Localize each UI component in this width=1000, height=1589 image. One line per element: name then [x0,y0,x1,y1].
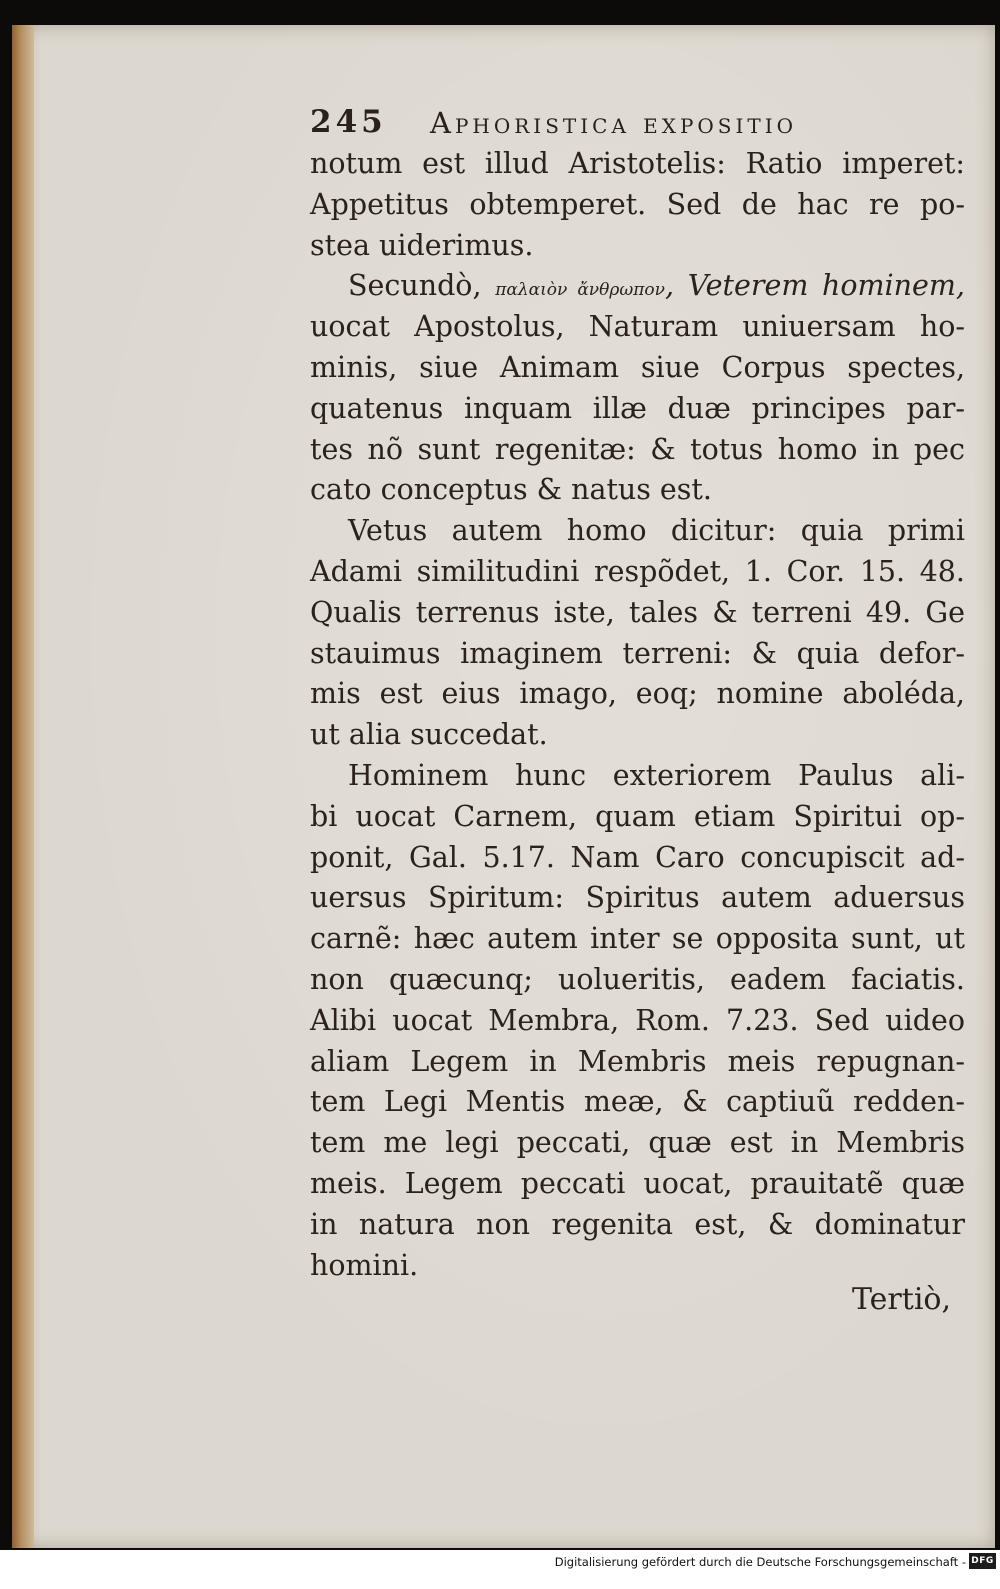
catchword: Tertiò, [852,1282,952,1317]
latin-italic-phrase: , Veterem hominem, [664,269,965,303]
text-line: Adami similitudini respõdet, 1. Cor. 15. 48. [310,554,965,588]
greek-phrase: παλαιὸν ἄνθρωπον [495,280,665,301]
text-line: Vetus autem homo dicitur: quia primi [348,514,965,548]
text-line: non quæcunq; uolueritis, eadem faciatis. [310,962,965,996]
text-line: Qualis terrenus iste, tales & terreni 49. Ge [310,595,965,629]
text-line: bi uocat Carnem, quam etiam Spiritui op- [310,799,965,833]
text-line: quatenus inquam illæ duæ principes par- [310,391,965,425]
text-line: minis, siue Animam siue Corpus spectes, [310,350,965,384]
page-header [310,104,900,144]
secundo-word: Secundò, [348,269,496,303]
text-line: carnẽ: hæc autem inter se opposita sunt, ut [310,922,965,956]
binding-edge [12,25,34,1548]
page-number: 245 [310,104,387,140]
text-line: ut alia succedat. [310,718,548,752]
text-line: uocat Apostolus, Naturam uniuersam ho- [310,310,965,344]
body-text [310,144,965,1286]
text-line: tem Legi Mentis meæ, & captiuũ redden- [310,1085,965,1119]
text-line: stauimus imaginem terreni: & quia defor- [310,636,965,670]
text-line: tes nõ sunt regenitæ: & totus homo in pec [310,432,965,466]
text-line: mis est eius imago, eoq; nomine aboléda, [310,677,965,711]
text-line: meis. Legem peccati uocat, prauitatẽ quæ [310,1166,965,1200]
text-line: notum est illud Aristotelis: Ratio imperet: [310,147,965,180]
running-title: Aphoristica expositio [430,106,798,140]
text-line: aliam Legem in Membris meis repugnan- [310,1044,965,1078]
text-line: cato conceptus & natus est. [310,473,712,507]
text-line: in natura non regenita est, & dominatur [310,1207,965,1241]
dfg-logo-icon: DFG [969,1553,996,1569]
text-line: stea uiderimus. [310,228,534,262]
text-line: Alibi uocat Membra, Rom. 7.23. Sed uideo [310,1003,965,1037]
text-line: uersus Spiritum: Spiritus autem aduersus [310,881,965,915]
text-line: Appetitus obtemperet. Sed de hac re po- [310,187,965,221]
text-line: Hominem hunc exteriorem Paulus ali- [348,758,965,792]
text-line: tem me legi peccati, quæ est in Membris [310,1126,965,1160]
text-line: ponit, Gal. 5.17. Nam Caro concupiscit ad- [310,840,965,874]
footer-credit: Digitalisierung gefördert durch die Deutsche Forschungsgemeinschaft - [554,1555,966,1569]
text-line: homini. [310,1248,419,1282]
text-line-secundo [310,266,965,307]
